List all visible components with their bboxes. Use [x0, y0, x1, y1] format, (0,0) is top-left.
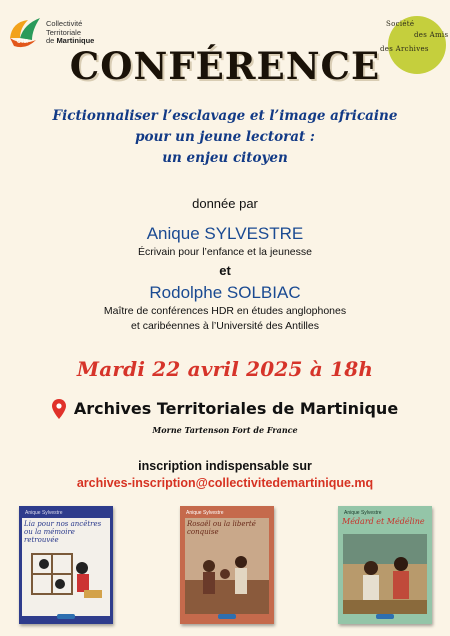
- book-3-author: Anique Sylvestre: [344, 510, 382, 516]
- book-1-illustration: [22, 518, 110, 616]
- book-2-illustration: [185, 518, 269, 614]
- book-1-art: [22, 544, 110, 614]
- subtitle-line-3: un enjeu citoyen: [162, 150, 288, 166]
- venue-address: Morne Tartenson Fort de France: [152, 425, 298, 435]
- book-cover-3: [338, 506, 432, 624]
- speaker2-name: Rodolphe SOLBIAC: [149, 283, 301, 302]
- book-3-art: [343, 534, 427, 614]
- book-2-publisher-logo: [218, 614, 236, 619]
- amis-line-1: Société: [386, 20, 415, 28]
- amis-line-3: des Archives: [380, 45, 429, 53]
- book-3-title: Médard et Médéline: [342, 517, 425, 526]
- logo-line-2: Territoriale: [46, 27, 82, 37]
- page-title: CONFÉRENCE: [69, 44, 381, 88]
- book-2-title: Rosaël ou la liberté conquise: [187, 520, 256, 536]
- book-1-title: Lia pour nos ancêtres ou la mémoire retrouvée: [24, 520, 102, 544]
- subtitle-line-1: Fictionnaliser l’esclavage et l’image africaine: [52, 108, 398, 124]
- speaker1-name: Anique SYLVESTRE: [146, 224, 304, 243]
- registration-text: inscription indispensable sur: [138, 459, 312, 473]
- and-text: et: [219, 263, 231, 278]
- logo-line-1: Collectivité: [46, 19, 83, 28]
- book-cover-1: [19, 506, 113, 624]
- book-cover-2: [180, 506, 274, 624]
- ctm-badge: CTM: [17, 39, 28, 45]
- speaker2-role-line-1: Maître de conférences HDR en études anglophones: [103, 305, 347, 317]
- book-1-author: Anique Sylvestre: [25, 510, 63, 516]
- book-3-illustration: [343, 534, 427, 614]
- given-by: donnée par: [192, 196, 258, 211]
- location-pin-icon: [52, 399, 66, 419]
- book-3-publisher-logo: [376, 614, 394, 619]
- book-2-author: Anique Sylvestre: [186, 510, 224, 516]
- subtitle-line-2: pour un jeune lectorat :: [135, 129, 315, 145]
- speaker1-role: Écrivain pour l’enfance et la jeunesse: [138, 246, 312, 258]
- logo-line-3b: Martinique: [56, 36, 95, 45]
- venue-name: Archives Territoriales de Martinique: [73, 399, 399, 418]
- registration-email[interactable]: archives-inscription@collectivitedemartinique.mq: [76, 476, 374, 490]
- amis-line-2: des Amis: [414, 31, 449, 39]
- book-1-publisher-logo: [57, 614, 75, 619]
- event-date: Mardi 22 avril 2025 à 18h: [76, 357, 374, 381]
- venue-row: [0, 398, 450, 419]
- logo-line-3a: de: [46, 36, 55, 45]
- speaker2-role-line-2: et caribéennes à l’Université des Antilles: [131, 320, 319, 332]
- book-2-art: [185, 540, 269, 614]
